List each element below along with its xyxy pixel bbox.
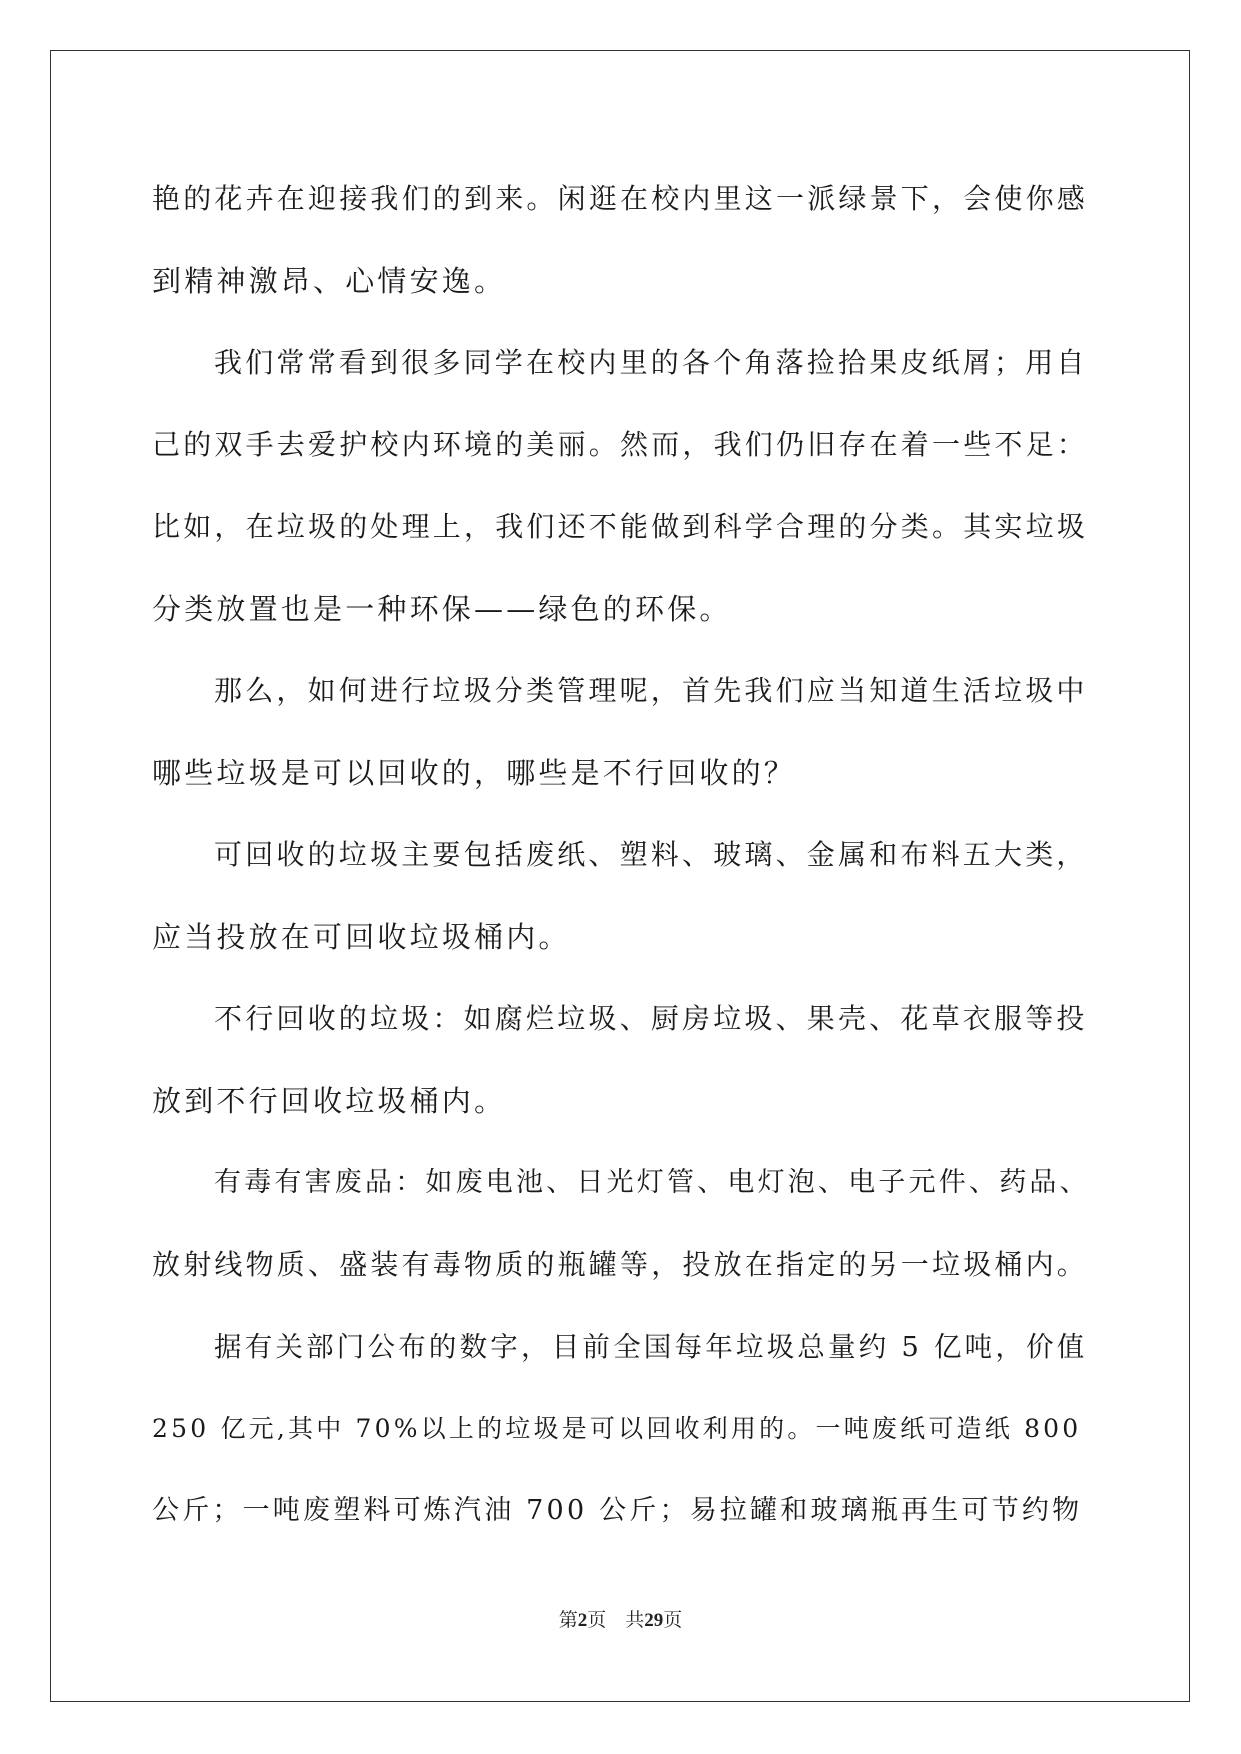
page-footer bbox=[0, 1605, 1241, 1632]
text-line: 己的双手去爱护校内环境的美丽。然而，我们仍旧存在着一些不足： bbox=[152, 428, 1089, 461]
paragraph-start-line: 有毒有害废品：如废电池、日光灯管、电灯泡、电子元件、药品、 bbox=[214, 1167, 1090, 1198]
total-prefix: 共 bbox=[625, 1610, 645, 1631]
total-pages: 29 bbox=[644, 1610, 664, 1631]
paragraph-start-line: 据有关部门公布的数字，目前全国每年垃圾总量约 5 亿吨，价值 bbox=[214, 1331, 1088, 1363]
document-body bbox=[152, 158, 1092, 1552]
paragraph-start-line: 不行回收的垃圾：如腐烂垃圾、厨房垃圾、果壳、花草衣服等投 bbox=[214, 1002, 1088, 1035]
paragraph-start-line: 那么，如何进行垃圾分类管理呢，首先我们应当知道生活垃圾中 bbox=[214, 674, 1088, 707]
text-line: 到精神激昂、心情安逸。 bbox=[152, 264, 507, 298]
text-line: 分类放置也是一种环保——绿色的环保。 bbox=[152, 592, 732, 626]
text-line: 比如，在垃圾的处理上，我们还不能做到科学合理的分类。其实垃圾 bbox=[152, 510, 1089, 543]
paragraph-start-line: 我们常常看到很多同学在校内里的各个角落捡拾果皮纸屑；用自 bbox=[214, 346, 1088, 379]
text-line: 应当投放在可回收垃圾桶内。 bbox=[152, 920, 571, 954]
page-number: 2 bbox=[577, 1610, 588, 1631]
total-suffix: 页 bbox=[663, 1610, 683, 1631]
page-prefix: 第 bbox=[558, 1610, 578, 1631]
text-line: 250 亿元,其中 70%以上的垃圾是可以回收利用的。一吨废纸可造纸 800 bbox=[152, 1414, 1082, 1443]
page-suffix: 页 bbox=[587, 1610, 607, 1631]
text-line: 艳的花卉在迎接我们的到来。闲逛在校内里这一派绿景下，会使你感 bbox=[152, 182, 1089, 215]
text-line: 放到不行回收垃圾桶内。 bbox=[152, 1084, 507, 1118]
text-line: 公斤；一吨废塑料可炼汽油 700 公斤；易拉罐和玻璃瓶再生可节约物 bbox=[152, 1495, 1083, 1526]
text-line: 放射线物质、盛装有毒物质的瓶罐等，投放在指定的另一垃圾桶内。 bbox=[152, 1248, 1089, 1281]
text-line: 哪些垃圾是可以回收的，哪些是不行回收的？ bbox=[152, 756, 797, 790]
paragraph-start-line: 可回收的垃圾主要包括废纸、塑料、玻璃、金属和布料五大类， bbox=[214, 838, 1088, 871]
